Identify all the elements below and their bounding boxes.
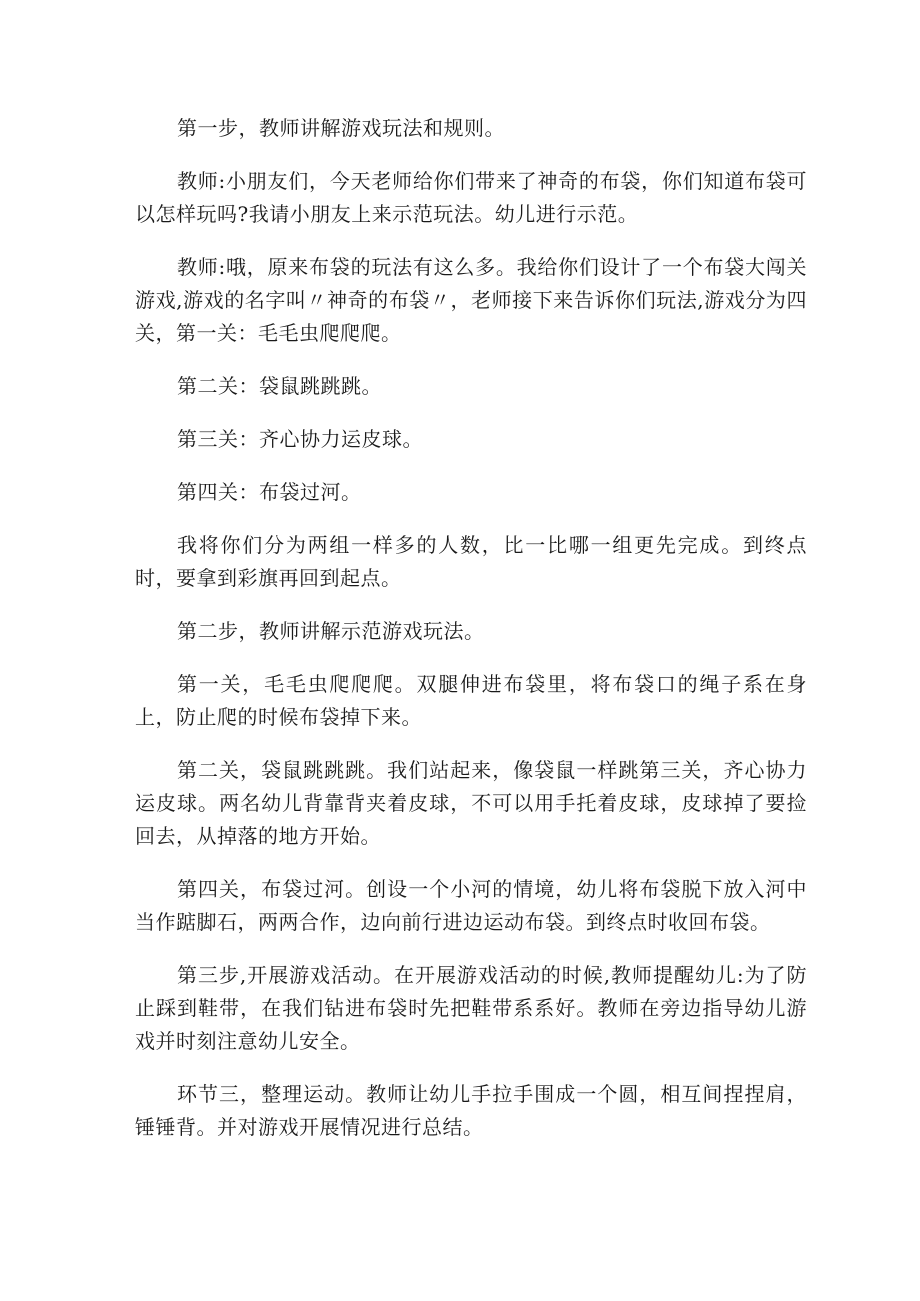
paragraph-step-one: 第一步，教师讲解游戏玩法和规则。: [177, 116, 505, 140]
paragraph-teacher-intro: 教师:小朋友们，今天老师给你们带来了神奇的布袋，你们知道布袋可以怎样玩吗?我请小朋友上来示范玩法。幼儿进行示范。: [135, 169, 807, 226]
paragraph-teacher-game-design: 教师:哦，原来布袋的玩法有这么多。我给你们设计了一个布袋大闯关游戏,游戏的名字叫〃神奇的布袋〃，老师接下来告诉你们玩法,游戏分为四关，第一关：毛毛虫爬爬爬。: [135, 255, 807, 345]
paragraph-cooldown: 环节三，整理运动。教师让幼儿手拉手围成一个圆，相互间捏捏肩，锤锤背。并对游戏开展情况进行总结。: [135, 1082, 807, 1139]
paragraph-level-one-rules: 第一关，毛毛虫爬爬爬。双腿伸进布袋里，将布袋口的绳子系在身上，防止爬的时候布袋掉下来。: [135, 672, 807, 729]
paragraph-level-four-rules: 第四关，布袋过河。创设一个小河的情境，幼儿将布袋脱下放入河中当作踮脚石，两两合作，边向前行进边运动布袋。到终点时收回布袋。: [135, 877, 807, 934]
paragraph-step-two: 第二步，教师讲解示范游戏玩法。: [177, 619, 485, 643]
paragraph-level-two-three-rules: 第二关，袋鼠跳跳跳。我们站起来，像袋鼠一样跳第三关，齐心协力运皮球。两名幼儿背靠背夹着皮球，不可以用手托着皮球，皮球掉了要捡回去，从掉落的地方开始。: [135, 758, 807, 848]
paragraph-groups: 我将你们分为两组一样多的人数，比一比哪一组更先完成。到终点时，要拿到彩旗再回到起点。: [135, 533, 807, 590]
paragraph-level-four: 第四关：布袋过河。: [177, 480, 362, 504]
paragraph-level-three: 第三关：齐心协力运皮球。: [177, 427, 423, 451]
paragraph-step-three: 第三步,开展游戏活动。在开展游戏活动的时候,教师提醒幼儿:为了防止踩到鞋带，在我们钻进布袋时先把鞋带系系好。教师在旁边指导幼儿游戏并时刻注意幼儿安全。: [135, 963, 807, 1053]
document-body: [135, 112, 807, 1164]
paragraph-level-two: 第二关：袋鼠跳跳跳。: [177, 374, 382, 398]
